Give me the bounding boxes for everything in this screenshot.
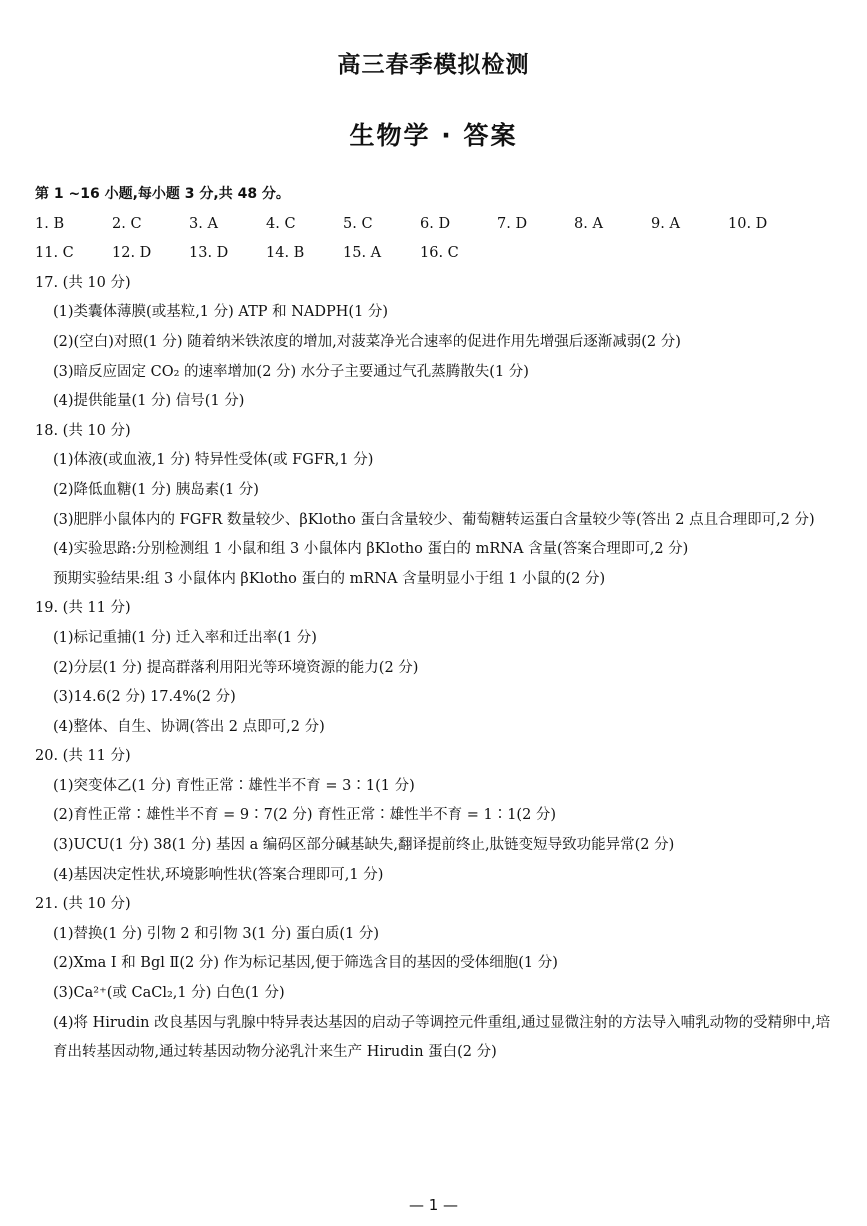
question-21-head: 21. (共 10 分) — [35, 896, 131, 913]
mc-answer: 6. D — [420, 215, 451, 232]
mc-answer: 8. A — [574, 215, 603, 232]
answer-line: (1)标记重捕(1 分) 迁入率和迁出率(1 分) — [53, 629, 317, 646]
answer-line: (3)暗反应固定 CO₂ 的速率增加(2 分) 水分子主要通过气孔蒸腾散失(1 分) — [53, 363, 529, 380]
answer-body — [35, 180, 835, 1068]
mc-answer: 5. C — [343, 215, 373, 232]
question-17-head: 17. (共 10 分) — [35, 274, 131, 291]
answer-line: (3)肥胖小鼠体内的 FGFR 数量较少、βKlotho 蛋白含量较少、葡萄糖转运蛋白含量较少等(答出 2 点且合理即可,2 分) — [53, 511, 815, 528]
mc-answer: 14. B — [266, 245, 305, 262]
page-subtitle: 生物学 · 答案 — [349, 121, 518, 150]
question-18-head: 18. (共 10 分) — [35, 422, 131, 439]
answer-line: (2)育性正常∶雄性半不育 = 9∶7(2 分) 育性正常∶雄性半不育 = 1∶1(2 分) — [53, 807, 557, 824]
mc-answer: 4. C — [266, 215, 296, 232]
section-intro: 第 1 ~16 小题,每小题 3 分,共 48 分。 — [35, 186, 290, 202]
answer-line: (1)体液(或血液,1 分) 特异性受体(或 FGFR,1 分) — [53, 452, 374, 469]
answer-line: (3)14.6(2 分) 17.4%(2 分) — [53, 689, 236, 706]
answer-line: (2)Xma Ⅰ 和 Bgl Ⅱ(2 分) 作为标记基因,便于筛选含目的基因的受体细胞(1 分) — [53, 955, 558, 972]
question-20-head: 20. (共 11 分) — [35, 748, 131, 765]
answer-line: (4)实验思路:分别检测组 1 小鼠和组 3 小鼠体内 βKlotho 蛋白的 mRNA 含量(答案合理即可,2 分) — [53, 541, 689, 558]
answer-line: (2)(空白)对照(1 分) 随着纳米铁浓度的增加,对菠菜净光合速率的促进作用先增强后逐渐减弱(2 分) — [53, 333, 681, 350]
answer-line: (1)突变体乙(1 分) 育性正常∶雄性半不育 = 3∶1(1 分) — [53, 777, 415, 794]
mc-answer: 12. D — [112, 245, 152, 262]
answer-line: (1)替换(1 分) 引物 2 和引物 3(1 分) 蛋白质(1 分) — [53, 925, 379, 942]
answer-line: (2)分层(1 分) 提高群落利用阳光等环境资源的能力(2 分) — [53, 659, 419, 676]
answer-line: (1)类囊体薄膜(或基粒,1 分) ATP 和 NADPH(1 分) — [53, 304, 389, 321]
mc-answer: 9. A — [651, 215, 680, 232]
mc-answer: 13. D — [189, 245, 229, 262]
answer-line: (2)降低血糖(1 分) 胰岛素(1 分) — [53, 481, 259, 498]
mc-answer: 16. C — [420, 245, 459, 262]
answer-line: (4)提供能量(1 分) 信号(1 分) — [53, 393, 245, 410]
answer-line: (3)UCU(1 分) 38(1 分) 基因 a 编码区部分碱基缺失,翻译提前终止,肽链变短导致功能异常(2 分) — [53, 837, 675, 854]
question-19-head: 19. (共 11 分) — [35, 600, 131, 617]
answer-line: (4)基因决定性状,环境影响性状(答案合理即可,1 分) — [53, 866, 384, 883]
answer-line: (4)将 Hirudin 改良基因与乳腺中特异表达基因的启动子等调控元件重组,通过显微注射的方法导入哺乳动物的受精卵中,培育出转基因动物,通过转基因动物分泌乳汁来生产 Hirudin 蛋白(2 分) — [53, 1014, 831, 1061]
answer-line: 预期实验结果:组 3 小鼠体内 βKlotho 蛋白的 mRNA 含量明显小于组 1 小鼠的(2 分) — [53, 570, 606, 587]
mc-answer: 15. A — [343, 245, 382, 262]
mc-answer: 2. C — [112, 215, 142, 232]
mc-answer: 7. D — [497, 215, 528, 232]
page-title: 高三春季模拟检测 — [337, 52, 530, 78]
mc-answer: 10. D — [728, 215, 768, 232]
mc-answer: 1. B — [35, 215, 65, 232]
mc-answer: 3. A — [189, 215, 218, 232]
mc-answer: 11. C — [35, 245, 74, 262]
answer-line: (4)整体、自生、协调(答出 2 点即可,2 分) — [53, 718, 325, 735]
answer-line: (3)Ca²⁺(或 CaCl₂,1 分) 白色(1 分) — [53, 985, 285, 1002]
mc-answers-row-1 — [35, 210, 835, 240]
page-number: — 1 — — [408, 1196, 459, 1214]
mc-answers-row-2 — [35, 239, 835, 269]
